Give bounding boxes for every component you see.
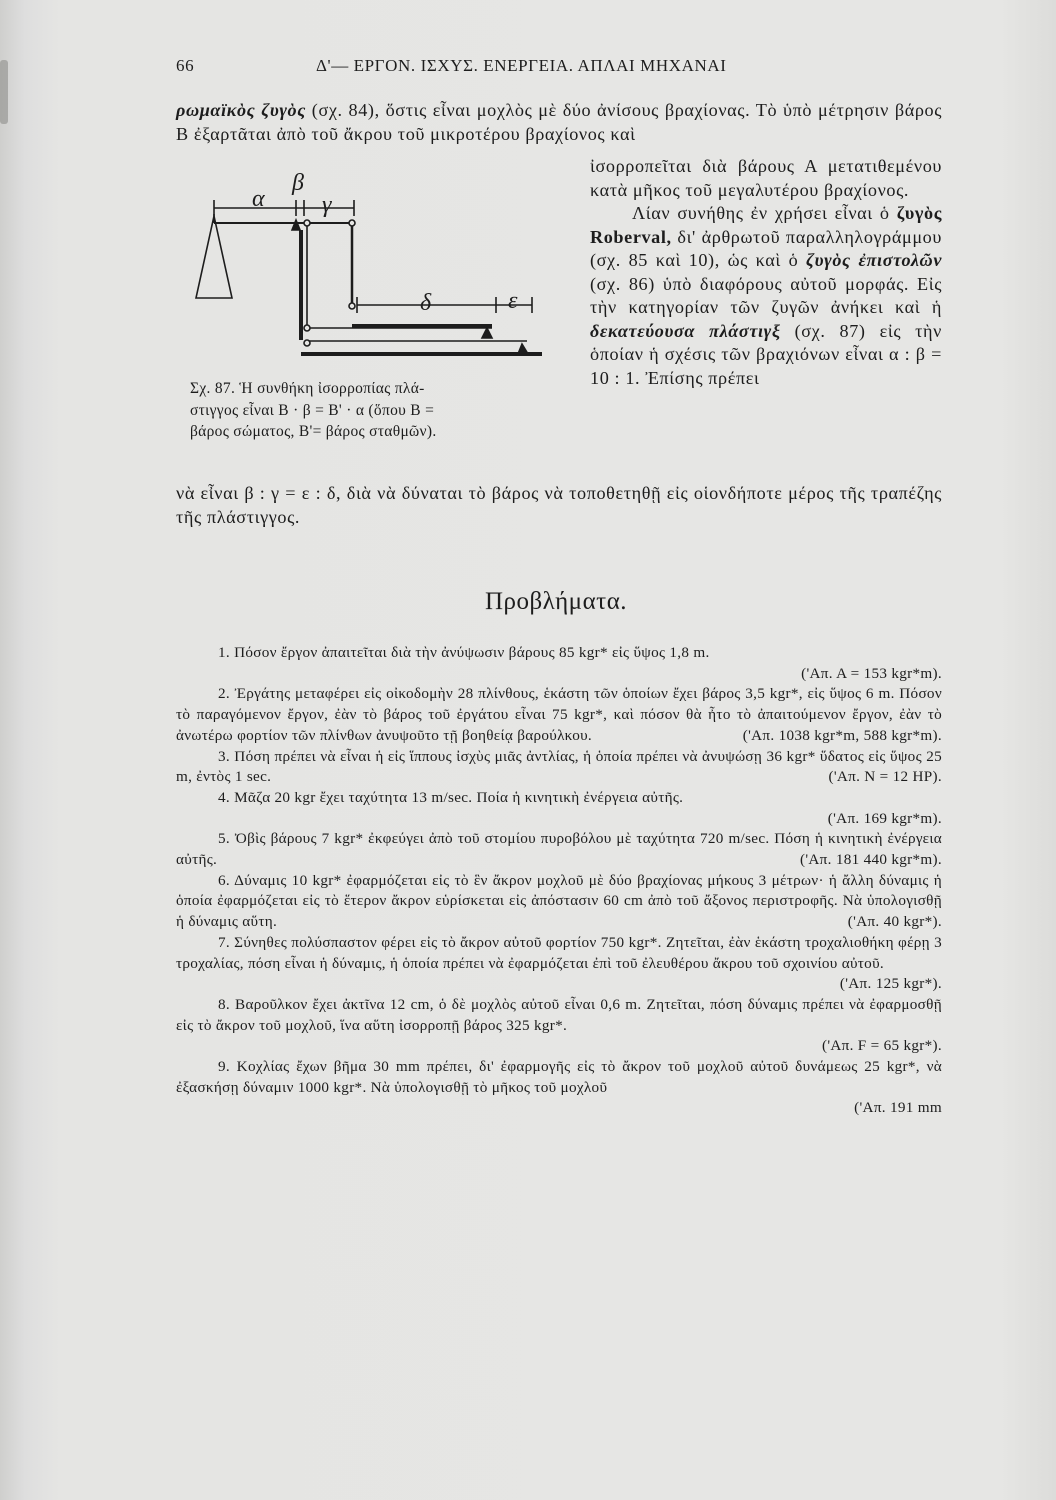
continuation-paragraph: νὰ εἶναι β : γ = ε : δ, διὰ νὰ δύναται τὸ βάρος νὰ τοποθετηθῇ εἰς οἱονδήποτε μέρος τῆς τραπέζης τῆς πλάστιγγος.: [176, 483, 942, 527]
caption-line: στιγγος εἶναι Β · β = Β' · α (ὅπου Β =: [190, 401, 435, 419]
answer: ('Απ. 169 kgr*m).: [827, 809, 942, 827]
caption-line: βάρος σώματος, Β'= βάρος σταθμῶν).: [190, 423, 437, 440]
page-edge-mark: [0, 60, 8, 124]
answer: ('Απ. Α = 153 kgr*m).: [801, 664, 942, 682]
intro-paragraph: [176, 99, 942, 146]
term-roberval: ζυγὸς Roberval,: [590, 203, 942, 247]
term-roman-balance: ρωμαϊκὸς ζυγὸς: [176, 100, 306, 120]
label-beta: β: [292, 170, 304, 196]
problem-item: 4. Μᾶζα 20 kgr ἔχει ταχύτητα 13 m/sec. Ποία ἡ κινητικὴ ἐνέργεια αὐτῆς. ('Απ. 169 kgr*m).: [176, 788, 942, 829]
term-decimal-scale: δεκατεύουσα πλάστιγξ: [590, 320, 781, 341]
problem-item: 7. Σύνηθες πολύσπαστον φέρει εἰς τὸ ἄκρον αὐτοῦ φορτίον 750 kgr*. Ζητεῖται, ἐὰν ἑκάστη τροχαλιοθήκη φέρῃ 3 τροχαλίας, πόση εἶναι ἡ δύναμις, ἡ ὁποία πρέπει νὰ ἐφαρμόζεται ἐπὶ τοῦ ἐλευθέρου ἄκρου τοῦ σχοινίου αὐτοῦ. ('Απ. 125 kgr*).: [176, 933, 942, 995]
section-title: Προβλήματα.: [484, 588, 628, 615]
term-letter-balance: ζυγὸς ἐπιστολῶν: [806, 250, 942, 270]
answer: ('Απ. Ν = 12 ΗΡ).: [828, 768, 942, 786]
problem-item: 5. Ὀβὶς βάρους 7 kgr* ἐκφεύγει ἀπὸ τοῦ στομίου πυροβόλου μὲ ταχύτητα 720 m/sec. Πόση ἡ κινητικὴ ἐνέργεια αὐτῆς. ('Απ. 181 440 kgr*m).: [176, 829, 942, 870]
answer: ('Απ. 181 440 kgr*m).: [800, 851, 942, 869]
answer: ('Απ. 1038 kgr*m, 588 kgr*m).: [742, 726, 942, 744]
intro-text: (σχ. 84), ὅστις εἶναι μοχλὸς μὲ δύο ἀνίσους βραχίονας. Τὸ ὑπὸ μέτρησιν βάρος Β ἐξαρτᾶται ἀπὸ τοῦ ἄκρου τοῦ μικροτέρου βραχίονος καὶ: [176, 100, 942, 144]
label-gamma: γ: [322, 192, 332, 218]
label-alpha: α: [252, 186, 265, 212]
figure-caption: [190, 378, 552, 443]
right-paragraph-1: ἰσορροπεῖται διὰ βάρους Α μετατιθεμένου κατὰ μῆκος τοῦ μεγαλυτέρου βραχίονος.: [590, 156, 942, 200]
answer: ('Απ. 191 mm: [854, 1099, 942, 1117]
right-paragraph-2: Λίαν συνήθης ἐν χρήσει εἶναι ὁ ζυγὸς Roberval, δι' ἀρθρωτοῦ παραλληλογράμμου (σχ. 85 καὶ 10), ὡς καὶ ὁ ζυγὸς ἐπιστολῶν (σχ. 86) ὑπὸ διαφόρους αὐτοῦ μορφάς. Εἰς τὴν κατηγορίαν τῶν ζυγῶν ἀνήκει καὶ ἡ δεκατεύουσα πλάστιγξ (σχ. 87) εἰς τὴν ὁποίαν ἡ σχέσις τῶν βραχιόνων εἶναι α : β = 10 : 1. Ἐπίσης πρέπει: [590, 203, 942, 388]
caption-line: Σχ. 87. Ἡ συνθήκη ἰσορροπίας πλά-: [190, 380, 425, 397]
running-title: Δ'— ΕΡΓΟΝ. ΙΣΧΥΣ. ΕΝΕΡΓΕΙΑ. ΑΠΛΑΙ ΜΗΧΑΝΑΙ: [316, 56, 727, 75]
problem-item: 9. Κοχλίας ἔχων βῆμα 30 mm πρέπει, δι' ἐφαρμογῆς εἰς τὸ ἄκρον τοῦ μοχλοῦ αὐτοῦ δυνάμεως 25 kgr*, νὰ ἐξασκήσῃ δύναμιν 1000 kgr*. Νὰ ὑπολογισθῇ τὸ μῆκος τοῦ μοχλοῦ ('Απ. 191 mm: [176, 1057, 942, 1119]
problem-item: 6. Δύναμις 10 kgr* ἐφαρμόζεται εἰς τὸ ἓν ἄκρον μοχλοῦ μὲ δύο βραχίονας μήκους 3 μέτρων· ἡ ἄλλη δύναμις ἡ ὁποία ἐφαρμόζεται εἰς τὸ ἕτερον ἄκρον εὑρίσκεται εἰς ἀπόστασιν 60 cm ἀπὸ τοῦ ἄξονος περιστροφῆς. Νὰ ὑπολογισθῇ ἡ δύναμις αὕτη. ('Απ. 40 kgr*).: [176, 871, 942, 933]
weight-pan-triangle: [196, 216, 232, 298]
figure-87-platform-scale: [192, 168, 544, 370]
right-column-text: [590, 155, 942, 390]
problems-list: [176, 643, 942, 1119]
problem-item: 2. Ἐργάτης μεταφέρει εἰς οἰκοδομὴν 28 πλίνθους, ἑκάστη τῶν ὁποίων ἔχει βάρος 3,5 kgr*, εἰς ὕψος 6 m. Πόσον τὸ παραγόμενον ἔργον, ἐὰν τὸ βάρος τοῦ ἐργάτου εἶναι 75 kgr*, καὶ πόσον θὰ ἦτο τὸ ἀπαιτούμενον ἔργον, ἐὰν τὸ ἀνωτέρω φορτίον τῶν πλίνθων ἀνυψοῦτο τῇ βοηθείᾳ βαρούλκου. ('Απ. 1038 kgr*m, 588 kgr*m).: [176, 684, 942, 746]
page-number: 66: [176, 56, 195, 75]
label-epsilon: ε: [508, 288, 518, 314]
problem-item: 1. Πόσον ἔργον ἀπαιτεῖται διὰ τὴν ἀνύψωσιν βάρους 85 kgr* εἰς ὕψος 1,8 m. ('Απ. Α = 153 kgr*m).: [176, 643, 942, 684]
problem-item: 3. Πόση πρέπει νὰ εἶναι ἡ εἰς ἵππους ἰσχὺς μιᾶς ἀντλίας, ἡ ὁποία πρέπει νὰ ἀνυψώσῃ 36 kgr* ὕδατος εἰς ὕψος 25 m, ἐντὸς 1 sec. ('Απ. Ν = 12 ΗΡ).: [176, 747, 942, 788]
answer: ('Απ. 125 kgr*).: [839, 975, 942, 993]
answer: ('Απ. F = 65 kgr*).: [821, 1037, 942, 1055]
label-delta: δ: [420, 290, 432, 316]
answer: ('Απ. 40 kgr*).: [847, 913, 942, 931]
problem-item: 8. Βαροῦλκον ἔχει ἀκτῖνα 12 cm, ὁ δὲ μοχλὸς αὐτοῦ εἶναι 0,6 m. Ζητεῖται, πόση δύναμις πρέπει νὰ ἐφαρμοσθῇ εἰς τὸ ἄκρον τοῦ μοχλοῦ, ἵνα αὕτη ἰσορροπῇ βάρος 325 kgr*. ('Απ. F = 65 kgr*).: [176, 995, 942, 1057]
